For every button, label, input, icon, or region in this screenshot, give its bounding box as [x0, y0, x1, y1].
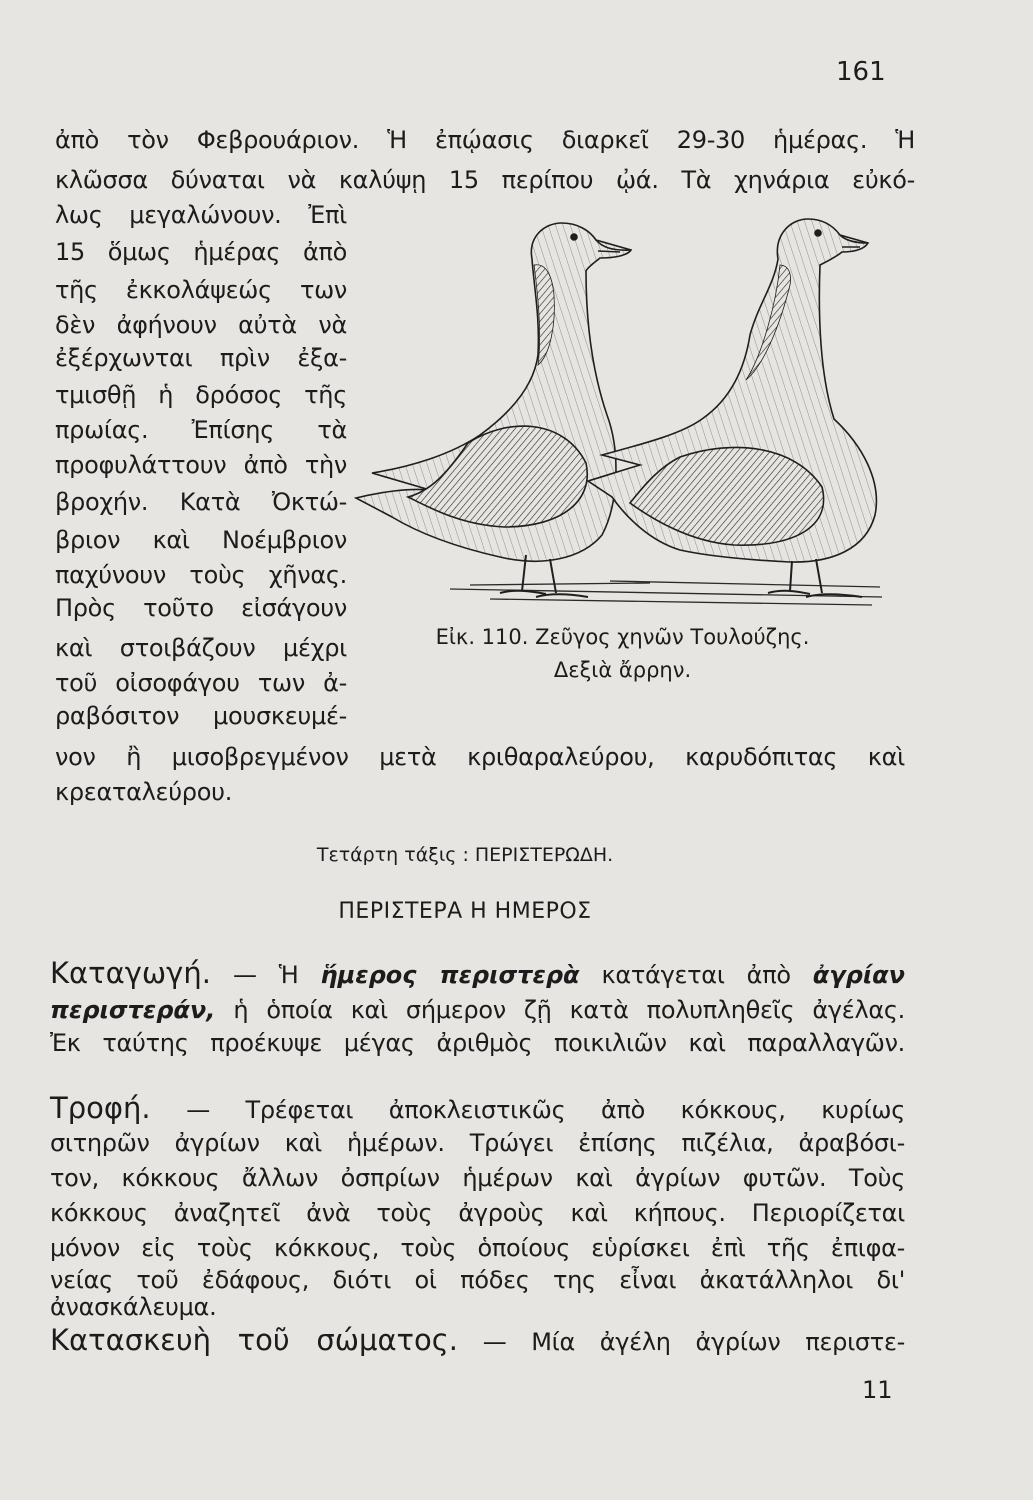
paragraph-heading: Καταγωγή. — [50, 956, 211, 990]
emphasis: ἥμερος περιστερὰ — [320, 961, 580, 989]
text-line: λως μεγαλώνουν. Ἐπὶ — [55, 201, 347, 229]
goose-left-eye — [571, 234, 577, 240]
text-run: — Ἡ — [210, 961, 321, 989]
text-line: βροχήν. Κατὰ Ὀκτώ- — [55, 488, 347, 516]
text-line: Ἐκ ταύτης προέκυψε μέγας ἀριθμὸς ποικιλιῶν καὶ παραλλαγῶν. — [50, 1029, 905, 1057]
text-line: νον ἢ μισοβρεγμένον μετὰ κριθαραλεύρου, καρυδόπιτας καὶ — [55, 743, 905, 771]
section-title: ΠΕΡΙΣΤΕΡΑ Η ΗΜΕΡΟΣ — [338, 899, 592, 924]
paragraph-heading: Κατασκευὴ τοῦ σώματος. — [50, 1323, 458, 1357]
text-line: πρωίας. Ἐπίσης τὰ — [55, 416, 347, 444]
text-line: τμισθῇ ἡ δρόσος τῆς — [55, 381, 347, 409]
text-line — [50, 958, 905, 990]
emphasis: ἀγρίαν — [812, 961, 905, 989]
figure-caption-note: Δεξιὰ ἄρρην. — [553, 658, 692, 682]
goose-right — [588, 219, 876, 597]
text-line: δὲν ἀφήνουν αὐτὰ νὰ — [55, 311, 347, 339]
text-line: καὶ στοιβάζουν μέχρι — [55, 634, 347, 662]
text-line: ραβόσιτον μουσκευμέ- — [55, 702, 347, 730]
goose-right-eye — [815, 230, 821, 236]
text-run: ἡ ὁποία καὶ σήμερον ζῇ κατὰ πολυπληθεῖς ἀγέλας. — [215, 996, 905, 1024]
text-line: κλῶσσα δύναται νὰ καλύψῃ 15 περίπου ᾠά. Τὰ χηνάρια εὐκό- — [55, 166, 915, 194]
ground-lines — [450, 581, 882, 605]
text-line — [50, 995, 905, 1025]
text-run: — Μία ἀγέλη ἀγρίων περιστε- — [458, 1328, 905, 1356]
text-line: τοῦ οἰσοφάγου των ἀ- — [55, 669, 347, 697]
text-line — [50, 1325, 905, 1357]
ground-line — [470, 583, 650, 585]
text-run: — Τρέφεται ἀποκλειστικῶς ἀπὸ κόκκους, κυρίως — [150, 1096, 905, 1124]
text-line: νείας τοῦ ἐδάφους, διότι οἱ πόδες της εἶναι ἀκατάλληλοι δι' — [50, 1266, 905, 1294]
text-line: κρεαταλεύρου. — [55, 778, 233, 806]
text-run: κατάγεται ἀπὸ — [579, 961, 813, 989]
geese-illustration — [350, 205, 890, 615]
text-line: τον, κόκκους ἄλλων ὀσπρίων ἡμέρων καὶ ἀγρίων φυτῶν. Τοὺς — [50, 1164, 905, 1192]
text-line: προφυλάττουν ἀπὸ τὴν — [55, 451, 347, 479]
goose-right-legs — [768, 559, 862, 597]
text-line: βριον καὶ Νοέμβριον — [55, 526, 347, 554]
emphasis: περιστεράν, — [50, 996, 216, 1024]
text-line: τῆς ἐκκολάψεώς των — [55, 276, 347, 304]
text-line — [50, 1093, 905, 1125]
figure-caption: Εἰκ. 110. Ζεῦγος χηνῶν Τουλούζης. — [435, 625, 810, 649]
paragraph-heading: Τροφή. — [50, 1091, 151, 1125]
text-line: ἀπὸ τὸν Φεβρουάριον. Ἡ ἐπῴασις διαρκεῖ 29-30 ἡμέρας. Ἡ — [55, 126, 915, 154]
text-line: μόνον εἰς τοὺς κόκκους, τοὺς ὁποίους εὑρίσκει ἐπὶ τῆς ἐπιφα- — [50, 1234, 905, 1262]
text-line: παχύνουν τοὺς χῆνας. — [55, 561, 347, 589]
text-line: ἐξέρχωνται πρὶν ἐξα- — [55, 344, 347, 372]
page-number: 161 — [836, 57, 886, 87]
text-line: κόκκους ἀναζητεῖ ἀνὰ τοὺς ἀγροὺς καὶ κήπους. Περιορίζεται — [50, 1199, 905, 1227]
text-line: 15 ὅμως ἡμέρας ἀπὸ — [55, 238, 347, 266]
ground-line — [610, 581, 880, 587]
taxonomic-order: Τετάρτη τάξις : ΠΕΡΙΣΤΕΡΩΔΗ. — [316, 844, 614, 866]
signature-mark: 11 — [862, 1376, 893, 1404]
text-line: σιτηρῶν ἀγρίων καὶ ἡμέρων. Τρώγει ἐπίσης πιζέλια, ἀραβόσι- — [50, 1129, 905, 1157]
text-line: ἀνασκάλευμα. — [50, 1293, 217, 1321]
goose-left — [356, 223, 631, 597]
ground-line — [490, 599, 872, 605]
text-line: Πρὸς τοῦτο εἰσάγουν — [55, 594, 347, 622]
